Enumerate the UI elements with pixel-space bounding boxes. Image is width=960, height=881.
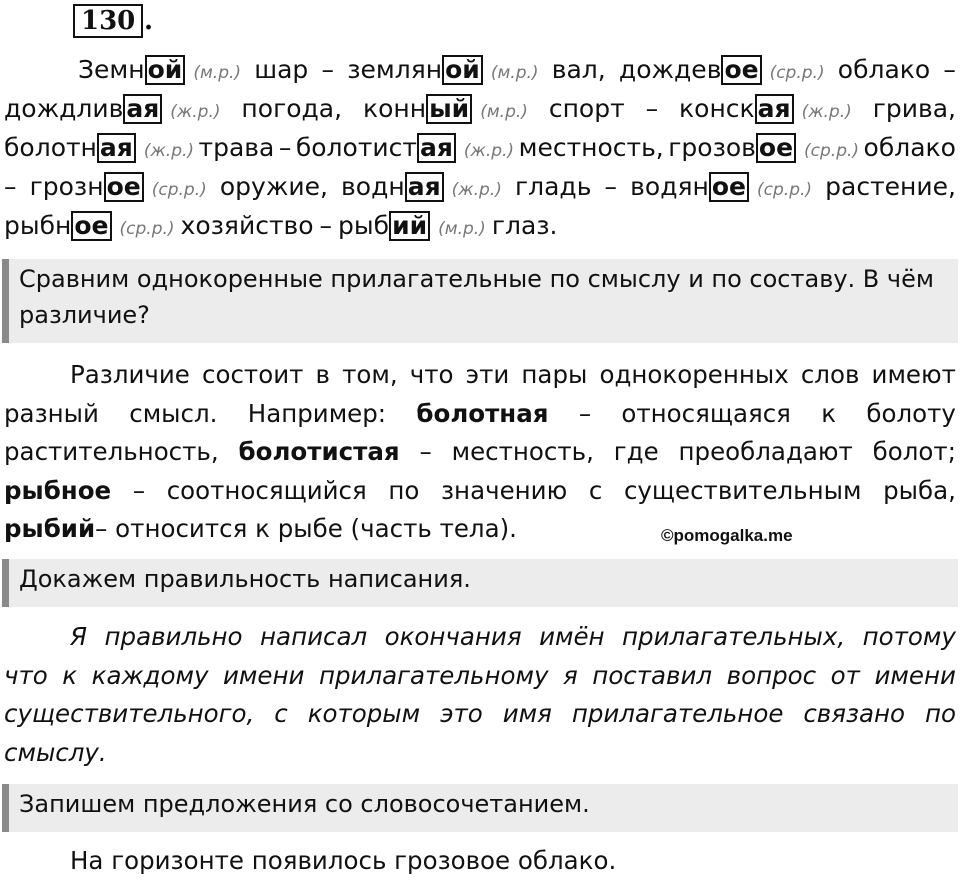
- gender-label: (ж.р.): [451, 180, 502, 200]
- word: правильно: [104, 622, 243, 651]
- word: Земн: [78, 55, 145, 84]
- ending-box: ое: [756, 133, 796, 163]
- inflected-word: [341, 168, 502, 209]
- gender-label: (м.р.): [490, 63, 539, 83]
- word: я: [563, 660, 578, 690]
- final-sentence-block: [4, 842, 956, 881]
- inflected-word: [4, 90, 220, 131]
- word: –: [578, 398, 592, 428]
- word: –: [132, 475, 146, 505]
- word: прилагательных,: [622, 622, 846, 651]
- word: дождлив: [4, 94, 124, 123]
- word: водян: [630, 172, 709, 201]
- word: по: [924, 699, 956, 728]
- word: прилагательное: [571, 699, 784, 728]
- gender-label: (ср.р.): [151, 180, 207, 200]
- word: болотная: [416, 398, 549, 428]
- word: грозн: [29, 172, 104, 201]
- word: –: [321, 55, 335, 84]
- answer-line-5: рыбий – относится к рыбе (часть тела).: [4, 514, 517, 543]
- word: что: [409, 360, 454, 389]
- inflected-word: [363, 90, 528, 131]
- word: имён: [539, 622, 605, 651]
- ending-box: ое: [104, 172, 144, 202]
- inflected-word: [630, 168, 812, 209]
- word: местность,: [518, 133, 664, 162]
- word: поставил: [592, 660, 713, 690]
- word: смысл.: [129, 398, 218, 428]
- watermark: ©pomogalka.me: [661, 526, 793, 545]
- word: грива,: [872, 94, 956, 123]
- word: дождев: [618, 55, 722, 84]
- word: спорт: [548, 94, 625, 123]
- ending-box: ой: [145, 55, 186, 85]
- inflected-word: [4, 129, 194, 170]
- word: гладь: [514, 172, 592, 201]
- word: что: [4, 660, 48, 690]
- gender-label: (ср.р.): [804, 141, 860, 161]
- word: это: [440, 699, 483, 728]
- question-sentences: Запишем предложения со словосочетанием.: [2, 784, 958, 832]
- ending-box: ое: [709, 172, 749, 202]
- proof-line-1: [4, 618, 956, 657]
- word: к: [62, 660, 78, 690]
- gender-label: (м.р.): [193, 63, 242, 83]
- answer-paragraph: [4, 356, 956, 549]
- question-compare: Сравним однокоренные прилагательные по смыслу и по составу. В чём различие?: [2, 259, 958, 343]
- word: состоит: [202, 360, 304, 389]
- ending-box: ая: [97, 133, 136, 163]
- inflected-word: [4, 207, 175, 248]
- word: растительность,: [4, 437, 219, 466]
- word: которым: [307, 699, 421, 728]
- word: Различие: [70, 360, 190, 389]
- word: –: [943, 55, 956, 84]
- inflected-word: [347, 51, 538, 92]
- word: рыбное: [4, 475, 112, 505]
- word: вопрос: [726, 660, 817, 690]
- word-line-2: [4, 90, 956, 131]
- word: разный: [4, 398, 99, 428]
- word: –: [278, 133, 292, 162]
- word: с: [274, 699, 288, 728]
- ending-box: ой: [442, 55, 483, 85]
- word: землян: [347, 55, 443, 84]
- ending-box: ая: [417, 133, 456, 163]
- word: в: [315, 360, 330, 389]
- gender-label: (м.р.): [438, 219, 486, 239]
- answer-line-4: [4, 472, 956, 511]
- ending-box: ая: [405, 172, 444, 202]
- gender-label: (ср.р.): [769, 63, 825, 83]
- word: –: [319, 211, 333, 240]
- ending-box: ое: [721, 55, 761, 85]
- exercise-number: 130: [73, 4, 143, 38]
- word-line-4: [4, 168, 956, 209]
- word: конск: [679, 94, 755, 123]
- ending-box: ое: [71, 211, 111, 241]
- word: рыбн: [4, 211, 72, 240]
- gender-label: (м.р.): [480, 102, 528, 122]
- word: рыб: [338, 211, 390, 240]
- inflected-word: [78, 51, 241, 92]
- word: облако: [837, 55, 931, 84]
- gender-label: (ср.р.): [119, 219, 175, 239]
- word: имени: [874, 660, 956, 690]
- word: прилагательному: [318, 660, 549, 690]
- question-proof: Докажем правильность написания.: [2, 559, 958, 607]
- proof-line-3: [4, 695, 956, 734]
- word: глаз.: [491, 211, 558, 240]
- word: болот;: [872, 437, 956, 466]
- answer-line-3: [4, 433, 956, 472]
- word: имени: [223, 660, 305, 690]
- word: хозяйство: [180, 211, 314, 240]
- word: значению: [441, 475, 568, 505]
- word: водн: [341, 172, 405, 201]
- gender-label: (ж.р.): [143, 141, 195, 161]
- inflected-word: [296, 129, 514, 170]
- word: облако: [863, 133, 956, 162]
- word: имя: [502, 699, 552, 728]
- word: местность,: [451, 437, 594, 466]
- final-sentence: На горизонте появилось грозовое облако.: [70, 846, 617, 875]
- proof-line-2: [4, 657, 956, 696]
- word-line-5: [4, 207, 956, 248]
- word-line-3: [4, 129, 956, 170]
- ending-box: ый: [426, 94, 472, 124]
- word: преобладают: [678, 437, 853, 466]
- word: болотн: [4, 133, 97, 162]
- word: болотистая: [238, 437, 400, 466]
- word: к: [821, 398, 837, 428]
- gender-label: (ж.р.): [801, 102, 852, 122]
- word: окончания: [384, 622, 522, 651]
- word: –: [645, 94, 659, 123]
- word: трава: [198, 133, 275, 162]
- ending-box: ий: [389, 211, 430, 241]
- word: Я: [70, 622, 88, 651]
- word: по: [388, 475, 420, 505]
- word: от: [830, 660, 860, 690]
- word: погода,: [241, 94, 343, 123]
- ending-box: ая: [123, 94, 162, 124]
- proof-paragraph: [4, 618, 956, 772]
- word: относящаяся: [621, 398, 791, 428]
- ending-box: ая: [755, 94, 794, 124]
- word: существительного,: [4, 699, 255, 728]
- word: вал,: [551, 55, 606, 84]
- word: шар: [254, 55, 309, 84]
- word: том,: [342, 360, 398, 389]
- word: –: [4, 172, 17, 201]
- word: имеют: [871, 360, 956, 389]
- gender-label: (ж.р.): [463, 141, 515, 161]
- word: болотист: [295, 133, 417, 162]
- word: эти: [465, 360, 510, 389]
- word: соотносящийся: [166, 475, 367, 505]
- inflected-word: [619, 51, 825, 92]
- word: рыба,: [883, 475, 956, 505]
- word: грозов: [668, 133, 756, 162]
- word: существительным: [623, 475, 862, 505]
- inflected-word: [668, 129, 859, 170]
- inflected-word: [338, 207, 486, 248]
- word: конн: [362, 94, 427, 123]
- word: однокоренных: [599, 360, 789, 389]
- word: растение,: [825, 172, 956, 201]
- answer-line-1: [4, 356, 956, 395]
- answer-line-2: [4, 395, 956, 434]
- inflected-word: [679, 90, 852, 131]
- word: где: [613, 437, 659, 466]
- word: болоту: [866, 398, 956, 428]
- exercise-number-dot: .: [144, 6, 154, 36]
- word-line-1: [78, 51, 956, 92]
- inflected-word: [30, 168, 207, 209]
- word: с: [588, 475, 603, 505]
- proof-line-4: смыслу.: [4, 737, 107, 767]
- word: –: [419, 437, 432, 466]
- word: Например:: [247, 398, 387, 428]
- gender-label: (ж.р.): [170, 102, 221, 122]
- word: слов: [800, 360, 860, 389]
- word: каждому: [91, 660, 209, 690]
- word: потому: [862, 622, 956, 651]
- word: оружие,: [219, 172, 328, 201]
- word: связано: [803, 699, 906, 728]
- word: написал: [260, 622, 368, 651]
- word: пары: [521, 360, 588, 389]
- word: –: [604, 172, 618, 201]
- gender-label: (ср.р.): [757, 180, 813, 200]
